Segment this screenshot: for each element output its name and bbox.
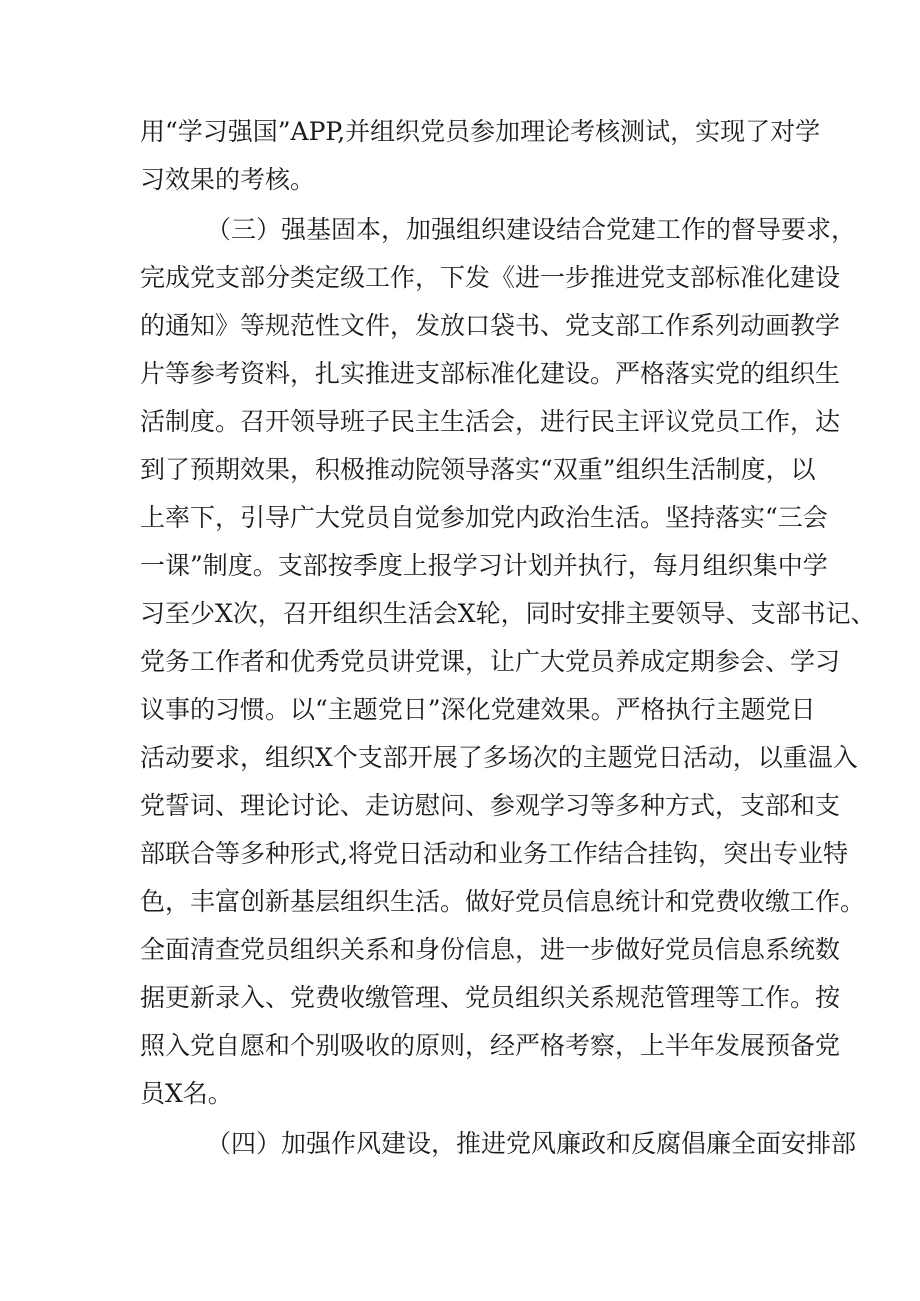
text-line-7: 活制度。召开领导班子民主生活会，进行民主评议党员工作，达 [140,407,841,436]
text-line-10: 一课”制度。支部按季度上报学习计划并执行，每月组织集中学 [140,551,828,580]
text-line-17: 色，丰富创新基层组织生活。做好党员信息统计和党费收缴工作。 [140,887,866,916]
text-line-12: 党务工作者和优秀党员讲党课，让广大党员养成定期参会、学习 [140,647,841,676]
text-line-11: 习至少X次，召开组织生活会X轮，同时安排主要领导、支部书记、 [140,599,876,628]
text-line-8: 到了预期效果，积极推动院领导落实“双重”组织生活制度，以 [140,455,816,484]
text-line-2: 习效果的考核。 [140,165,316,194]
text-line-9: 上率下，引导广大党员自觉参加党内政治生活。坚持落实“三会 [140,503,828,532]
text-line-4: 完成党支部分类定级工作，下发《进一步推进党支部标准化建设 [140,263,841,292]
text-line-16: 部联合等多种形式,将党日活动和业务工作结合挂钩，突出专业特 [140,839,848,868]
paragraph-4-first-line: （四）加强作风建设，推进党风廉政和反腐倡廉全面安排部 [206,1129,857,1158]
text-line-14: 活动要求，组织X个支部开展了多场次的主题党日活动，以重温入 [140,743,858,772]
text-line-19: 据更新录入、党费收缴管理、党员组织关系规范管理等工作。按 [140,983,841,1012]
text-line-13: 议事的习惯。以“主题党日”深化党建效果。严格执行主题党日 [140,695,816,724]
text-line-5: 的通知》等规范性文件，发放口袋书、党支部工作系列动画教学 [140,311,841,340]
text-line-15: 党誓词、理论讨论、走访慰问、参观学习等多种方式，支部和支 [140,791,841,820]
paragraph-3-first-line: （三）强基固本，加强组织建设结合党建工作的督导要求， [206,215,857,244]
text-line-6: 片等参考资料，扎实推进支部标准化建设。严格落实党的组织生 [140,359,841,388]
text-line-18: 全面清查党员组织关系和身份信息，进一步做好党员信息系统数 [140,935,841,964]
text-line-21: 员X名。 [140,1079,233,1108]
text-line-20: 照入党自愿和个别吸收的原则，经严格考察，上半年发展预备党 [140,1031,841,1060]
text-line-1: 用“学习强国”APP,并组织党员参加理论考核测试，实现了对学 [140,117,821,146]
